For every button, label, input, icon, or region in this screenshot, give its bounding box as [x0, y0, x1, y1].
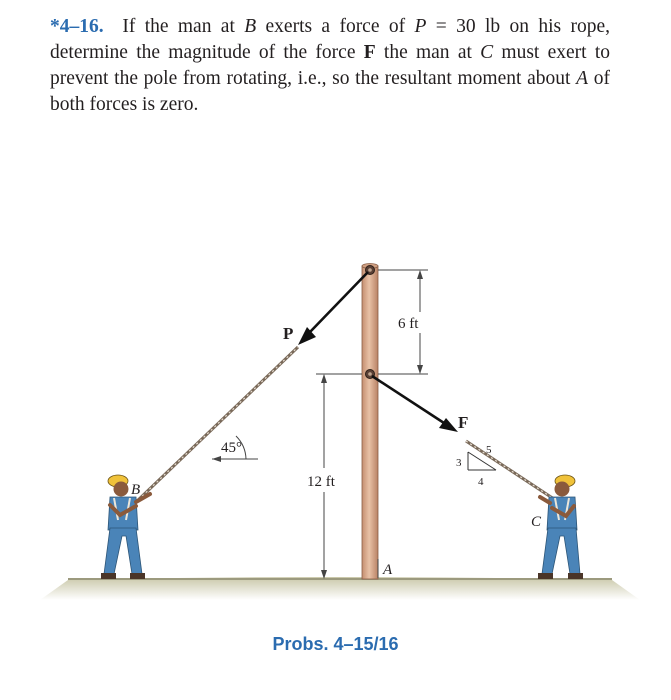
problem-text-5: must exert to prevent the pole from rotating, i.e., so the resultant moment about	[50, 42, 610, 89]
rope-B	[135, 347, 298, 503]
man-at-B	[101, 475, 150, 579]
pole	[362, 264, 378, 580]
label-12ft: 12 ft	[307, 474, 335, 490]
problem-text-1: If the man at	[122, 16, 245, 37]
label-slope-5: 5	[486, 444, 492, 456]
label-C: C	[531, 514, 542, 530]
problem-var-F: F	[363, 42, 376, 63]
label-P: P	[283, 324, 294, 343]
label-F: F	[458, 413, 469, 432]
problem-var-C: C	[480, 42, 494, 63]
problem-text-4: the man at	[375, 42, 481, 63]
problem-text-3: = 30 lb on his rope, determine the magnitude of the force	[50, 16, 610, 63]
rope-C	[466, 441, 560, 503]
ground	[40, 577, 640, 600]
figure-caption: Probs. 4–15/16	[272, 634, 399, 654]
problem-var-B: B	[244, 16, 257, 37]
force-F-arrow	[372, 376, 458, 432]
problem-text-2: exerts a force of	[256, 16, 415, 37]
problem-var-A: A	[576, 68, 589, 89]
problem-text-6: of both forces is zero.	[50, 68, 610, 115]
label-6ft: 6 ft	[398, 316, 419, 332]
slope-triangle	[468, 452, 496, 470]
label-angle-45: 45°	[221, 440, 242, 456]
label-A: A	[383, 562, 393, 578]
problem-number: *4–16.	[50, 16, 104, 37]
force-P-arrow	[298, 272, 368, 345]
label-slope-4: 4	[478, 476, 484, 488]
label-slope-3: 3	[456, 457, 462, 469]
problem-var-P: P	[414, 16, 427, 37]
man-at-C	[538, 475, 583, 579]
label-B: B	[131, 482, 141, 498]
